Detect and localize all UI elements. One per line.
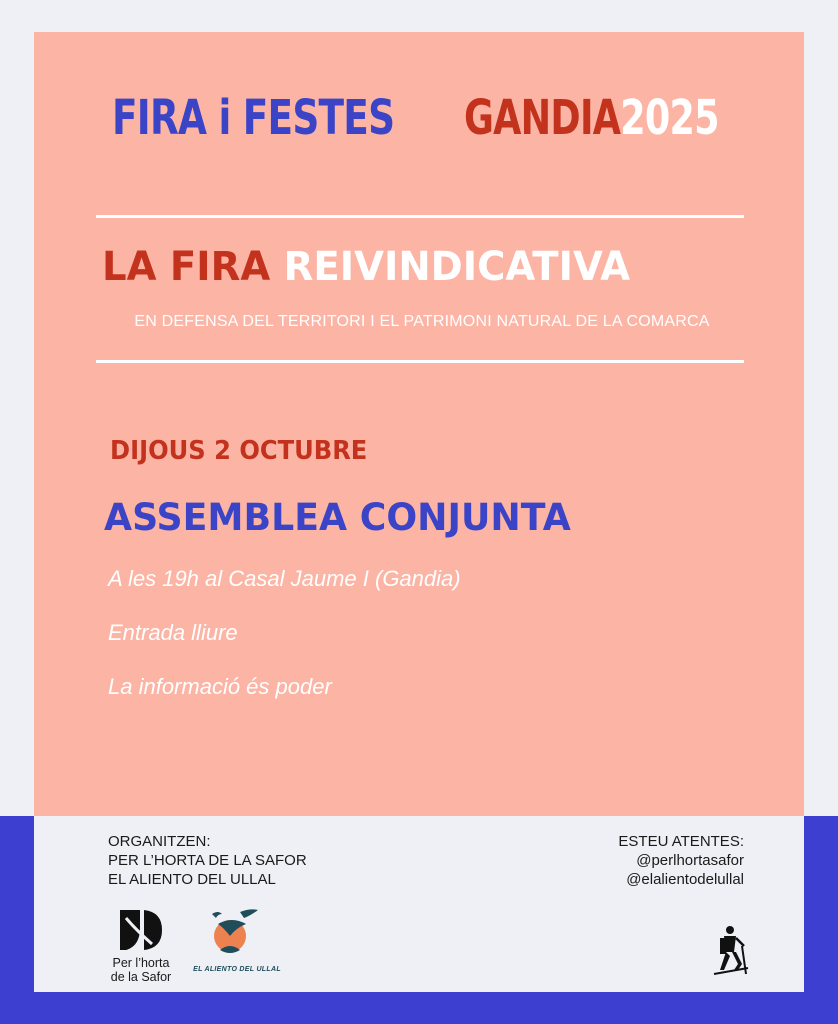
event-entry: Entrada lliure <box>108 620 238 645</box>
handle-2: @elalientodelullal <box>626 871 744 888</box>
headline <box>102 244 630 290</box>
headline-white: REIVINDICATIVA <box>283 244 631 290</box>
horta-safor-caption <box>100 956 182 984</box>
hiker-icon <box>712 924 750 976</box>
horta-safor-caption-line1: Per l’horta <box>112 956 170 970</box>
horta-safor-caption-line2: de la Safor <box>110 970 172 984</box>
headline-subtitle: EN DEFENSA DEL TERRITORI I EL PATRIMONI NATURAL DE LA COMARCA <box>134 313 710 330</box>
gandia-2025-logo <box>464 90 719 146</box>
aliento-ullal-logo-icon <box>206 906 262 964</box>
event-title: ASSEMBLEA CONJUNTA <box>104 496 571 539</box>
follow-label: ESTEU ATENTES: <box>618 833 744 850</box>
organizer-1: PER L’HORTA DE LA SAFOR <box>108 852 307 869</box>
top-divider <box>96 215 744 218</box>
gandia-text: GANDIA <box>464 90 621 146</box>
handle-1: @perlhortasafor <box>636 852 744 869</box>
poster <box>34 32 804 816</box>
event-motto: La informació és poder <box>108 674 332 699</box>
headline-red: LA FIRA <box>102 244 284 290</box>
event-location: A les 19h al Casal Jaume I (Gandia) <box>108 566 461 591</box>
footer <box>34 816 804 992</box>
year-text: 2025 <box>620 90 719 146</box>
fira-festes-logo: FIRA i FESTES <box>112 90 395 146</box>
event-date: DIJOUS 2 OCTUBRE <box>110 436 368 466</box>
horta-safor-logo-icon <box>118 908 164 952</box>
organizer-2: EL ALIENTO DEL ULLAL <box>108 871 276 888</box>
aliento-ullal-caption: EL ALIENTO DEL ULLAL <box>193 966 281 973</box>
organizers-label: ORGANITZEN: <box>108 833 211 850</box>
bottom-divider <box>96 360 744 363</box>
